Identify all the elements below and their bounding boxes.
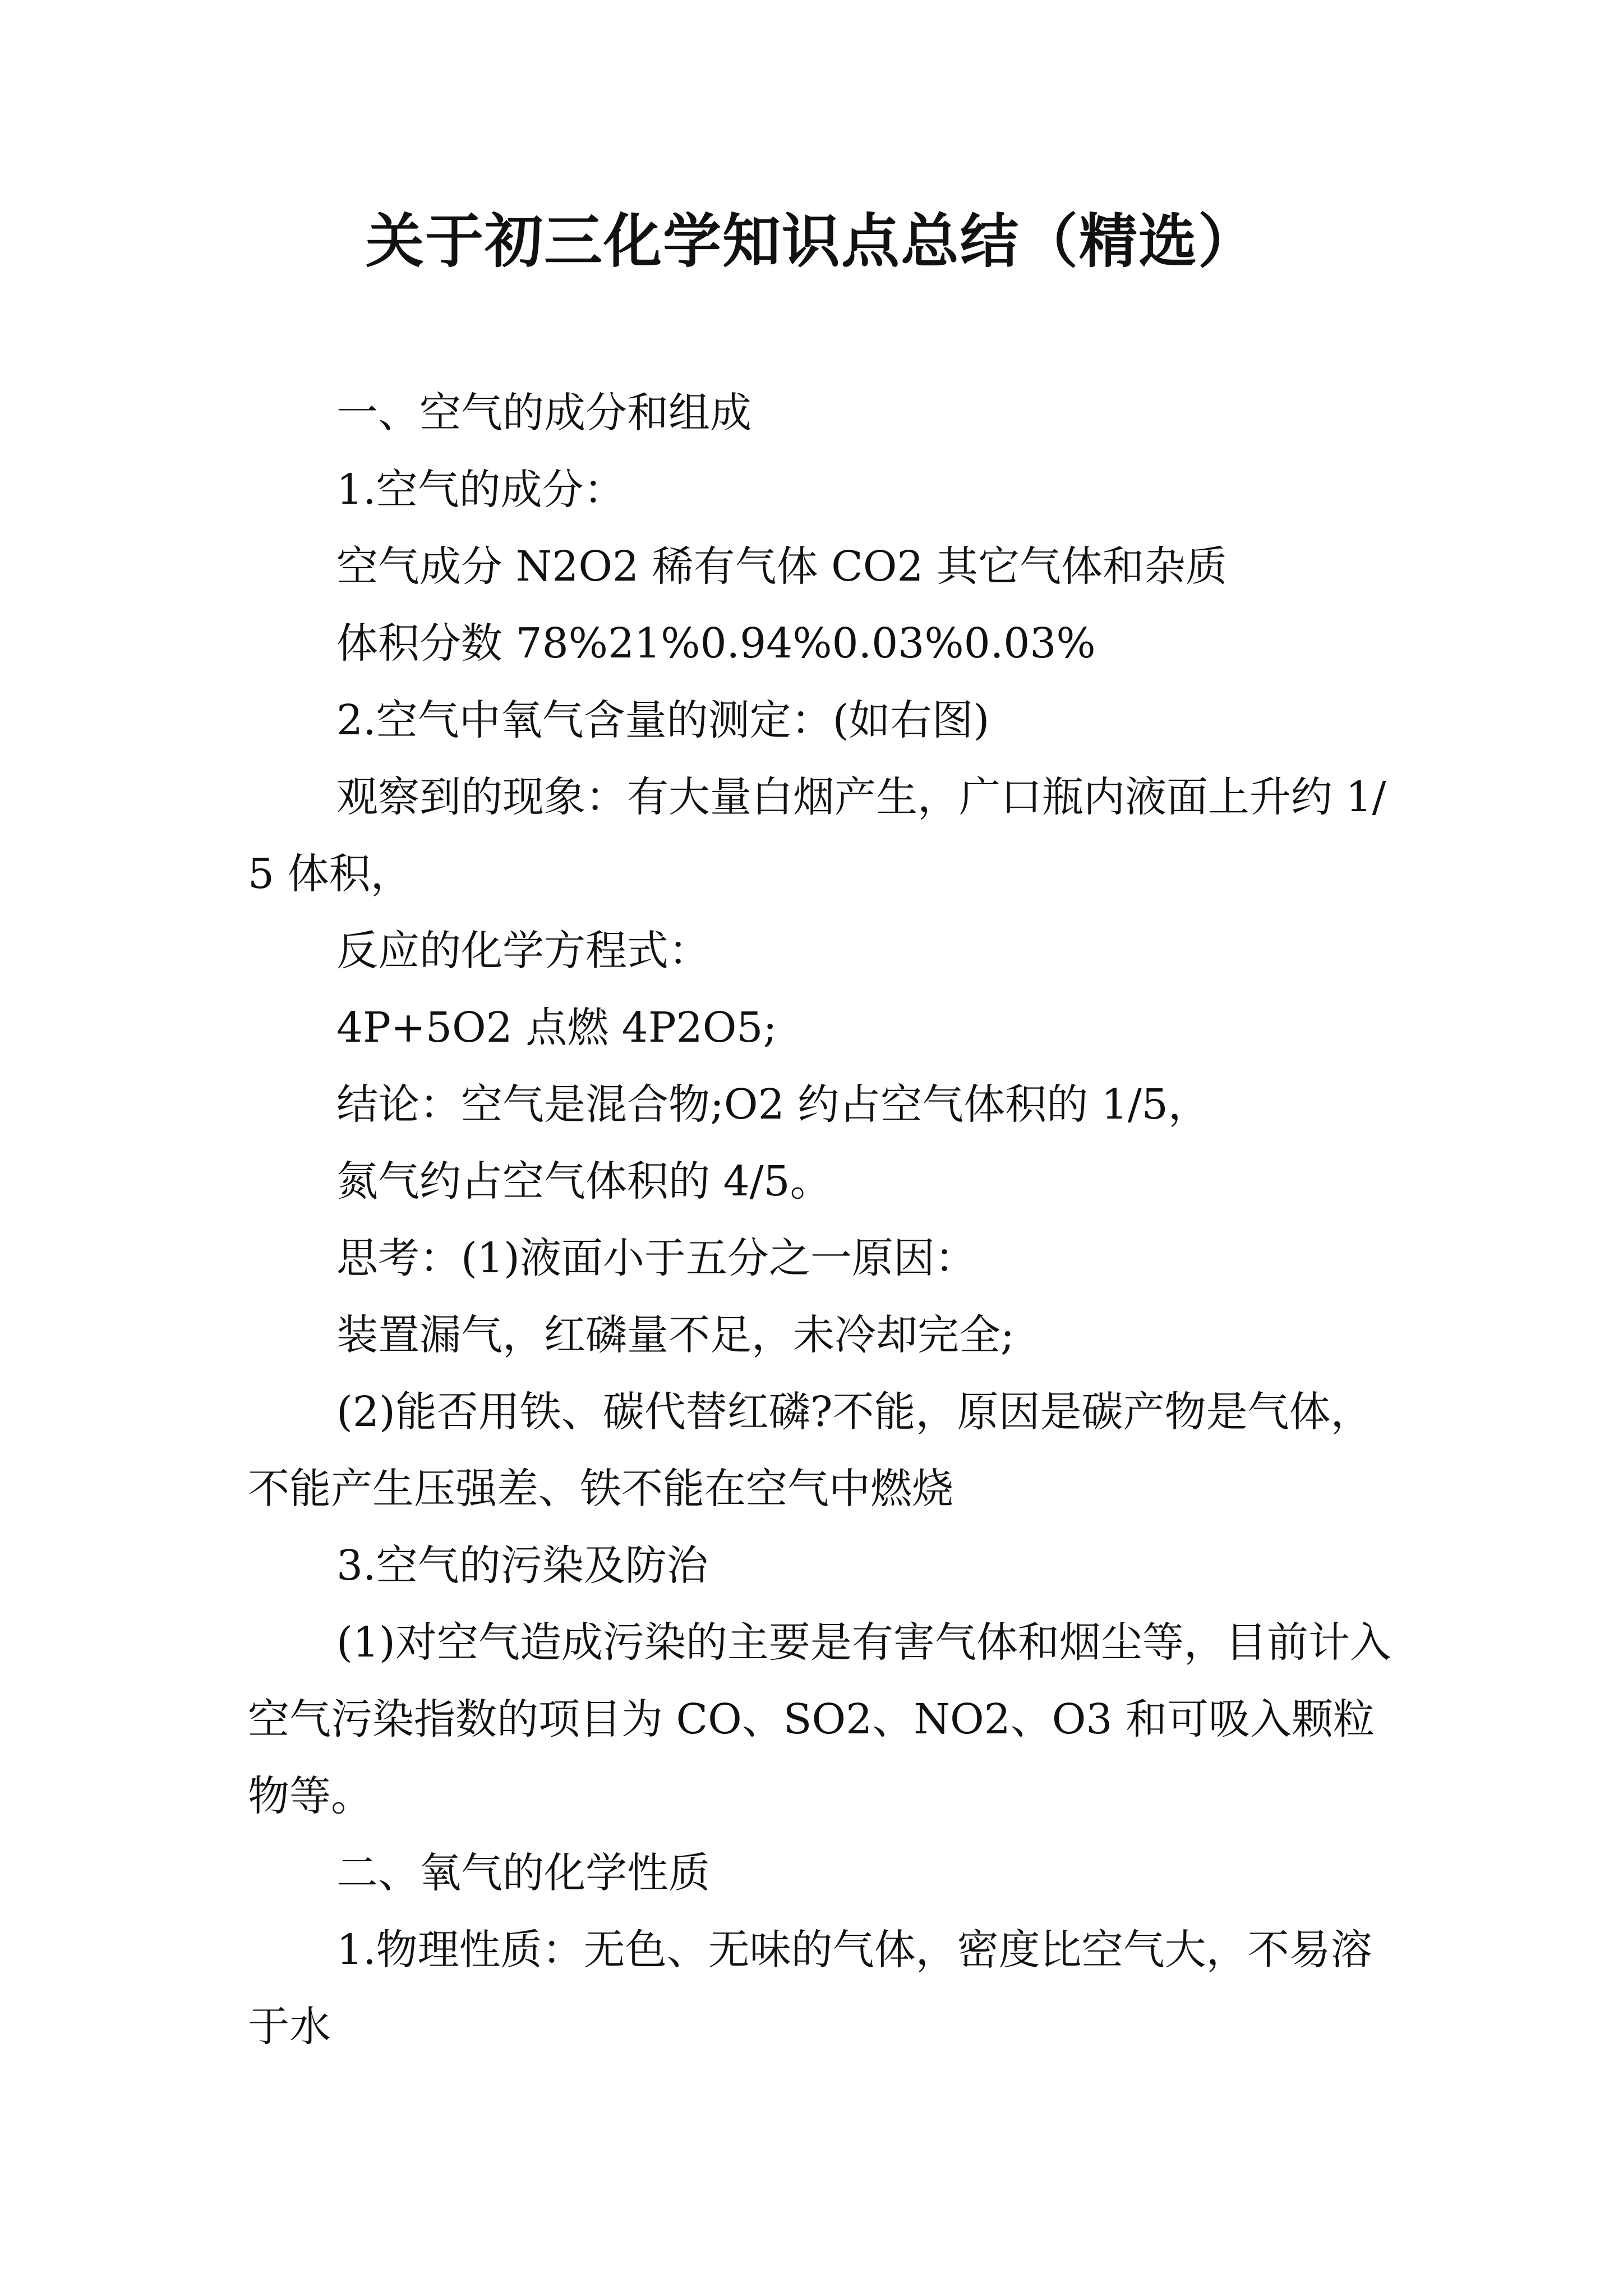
- air-components-row: 空气成分 N2O2 稀有气体 CO2 其它气体和杂质: [336, 542, 1228, 591]
- subheading-air-pollution: 3.空气的污染及防治: [336, 1542, 708, 1590]
- subheading-air-composition: 1.空气的成分：: [336, 466, 625, 514]
- section-heading-oxygen: 二、氧气的化学性质: [336, 1849, 710, 1897]
- thinking-question-2: (2)能否用铁、碳代替红磷?不能，原因是碳产物是气体，不能产生压强差、铁不能在空气中燃烧: [248, 1388, 1372, 1513]
- thinking-question-1: 思考：(1)液面小于五分之一原因：: [336, 1234, 976, 1282]
- document-body: [248, 375, 1392, 2065]
- document-title: 关于初三化学知识点总结（精选）: [365, 206, 1257, 275]
- section-heading-air: 一、空气的成分和组成: [336, 389, 751, 437]
- subheading-oxygen-measurement: 2.空气中氧气含量的测定：(如右图): [336, 696, 990, 744]
- volume-fraction-row: 体积分数 78%21%0.94%0.03%0.03%: [336, 619, 1096, 668]
- chemical-equation: 4P+5O2 点燃 4P2O5;: [336, 1004, 777, 1052]
- physical-properties-paragraph: 1.物理性质：无色、无味的气体，密度比空气大，不易溶于水: [248, 1926, 1372, 2051]
- observation-paragraph: 观察到的现象：有大量白烟产生，广口瓶内液面上升约 1/5 体积，: [248, 773, 1386, 898]
- pollution-paragraph: (1)对空气造成污染的主要是有害气体和烟尘等，目前计入空气污染指数的项目为 CO、SO2、NO2、O3 和可吸入颗粒物等。: [248, 1618, 1391, 1820]
- equation-label: 反应的化学方程式：: [336, 927, 710, 975]
- nitrogen-fraction-paragraph: 氮气约占空气体积的 4/5。: [336, 1157, 832, 1205]
- conclusion-paragraph: 结论：空气是混合物;O2 约占空气体积的 1/5，: [336, 1080, 1210, 1129]
- thinking-answer-1: 装置漏气，红磷量不足，未冷却完全;: [336, 1311, 1015, 1359]
